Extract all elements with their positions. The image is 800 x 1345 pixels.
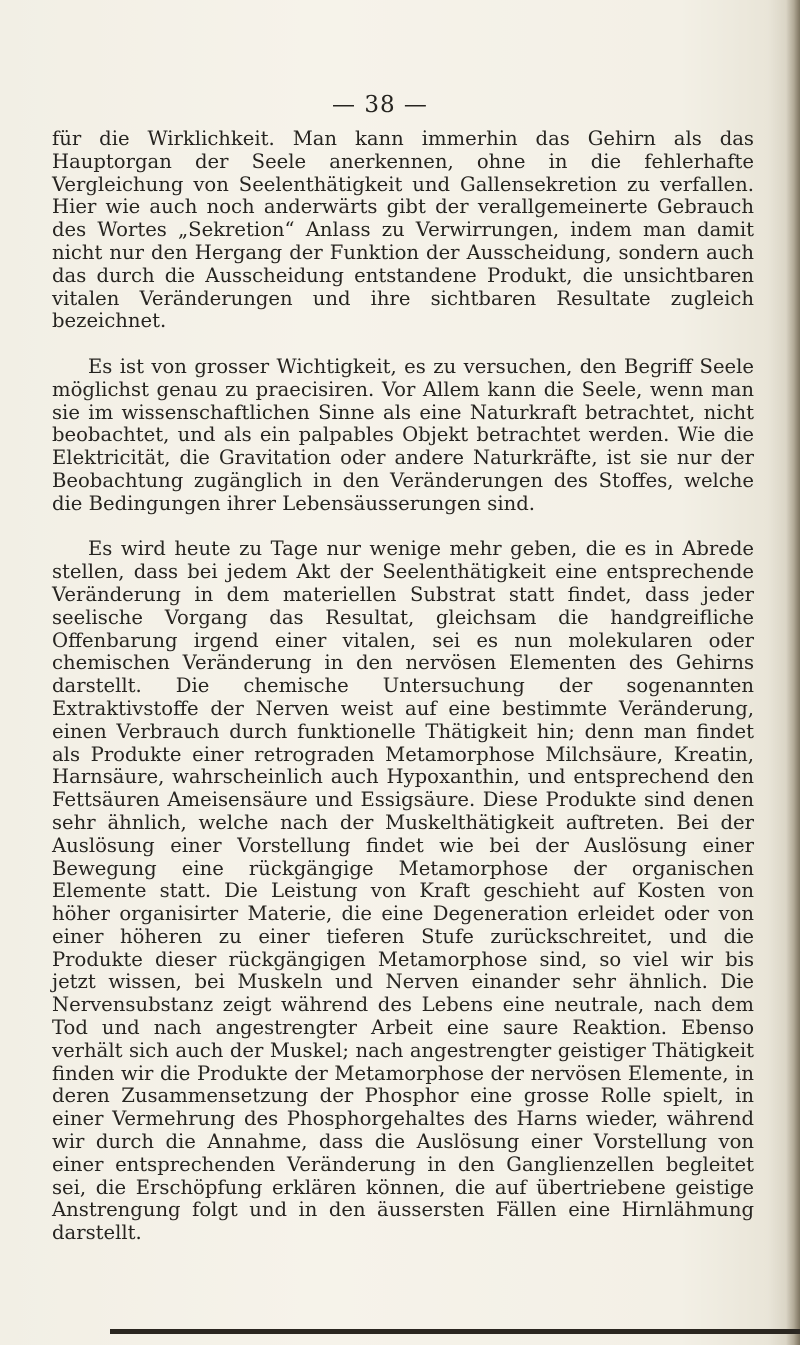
page-bottom-edge [110,1329,800,1334]
paragraph-2: Es ist von grosser Wichtigkeit, es zu versuchen, den Begriff Seele möglichst genau zu praecisiren. Vor Allem kann die Seele, wenn man sie im wissenschaftlichen Sinne als eine Naturkraft betrachtet, nicht beobachtet, und als ein palpables Objekt betrachtet werden. Wie die Elektricität, die Gravitation oder andere Naturkräfte, ist sie nur der Beobachtung zugänglich in den Veränderungen des Stoffes, welche die Bedingungen ihrer Lebensäusserungen sind. [52,354,754,515]
paragraph-1: für die Wirklichkeit. Man kann immerhin das Gehirn als das Hauptorgan der Seele anerkennen, ohne in die fehlerhafte Vergleichung von Seelenthätigkeit und Gallensekretion zu verfallen. Hier wie auch noch anderwärts gibt der verallgemeinerte Gebrauch des Wortes „Sekretion“ Anlass zu Verwirrungen, indem man damit nicht nur den Hergang der Funktion der Ausscheidung, sondern auch das durch die Ausscheidung entstandene Produkt, die unsichtbaren vitalen Veränderungen und ihre sichtbaren Resultate zugleich bezeichnet. [52,127,754,333]
paragraph-3: Es wird heute zu Tage nur wenige mehr geben, die es in Abrede stellen, dass bei jedem Akt der Seelenthätigkeit eine entsprechende Veränderung in dem materiellen Substrat statt findet, dass jeder seelische Vorgang das Resultat, gleichsam die handgreifliche Offenbarung irgend einer vitalen, sei es nun molekularen oder chemischen Veränderung in den nervösen Elementen des Gehirns darstellt. Die chemische Untersuchung der sogenannten Extraktivstoffe der Nerven weist auf eine bestimmte Veränderung, einen Verbrauch durch funktionelle Thätigkeit hin; denn man findet als Produkte einer retrograden Metamorphose Milchsäure, Kreatin, Harnsäure, wahrscheinlich auch Hypoxanthin, und entsprechend den Fettsäuren Ameisensäure und Essigsäure. Diese Produkte sind denen sehr ähnlich, welche nach der Muskelthätigkeit auftreten. Bei der Auslösung einer Vorstellung findet wie bei der Auslösung einer Bewegung eine rückgängige Metamorphose der organischen Elemente statt. Die Leistung von Kraft geschieht auf Kosten von höher organisirter Materie, die eine Degeneration erleidet oder von einer höheren zu einer tieferen Stufe zurückschreitet, und die Produkte dieser rückgängigen Metamorphose sind, so viel wir bis jetzt wissen, bei Muskeln und Nerven einander sehr ähnlich. Die Nervensubstanz zeigt während des Lebens eine neutrale, nach dem Tod und nach angestrengter Arbeit eine saure Reaktion. Ebenso verhält sich auch der Muskel; nach angestrengter geistiger Thätigkeit finden wir die Produkte der Metamorphose der nervösen Elemente, in deren Zusammensetzung der Phosphor eine grosse Rolle spielt, in einer Vermehrung des Phosphorgehaltes des Harns wieder, während wir durch die Annahme, dass die Auslösung einer Vorstellung von einer entsprechenden Veränderung in den Ganglienzellen begleitet sei, die Erschöpfung erklären können, die auf übertriebene geistige Anstrengung folgt und in den äussersten Fällen eine Hirnlähmung darstellt. [52,537,754,1245]
page-number: — 38 — [332,92,428,118]
body-text [52,128,754,1245]
page-edge-shadow [786,0,800,1345]
